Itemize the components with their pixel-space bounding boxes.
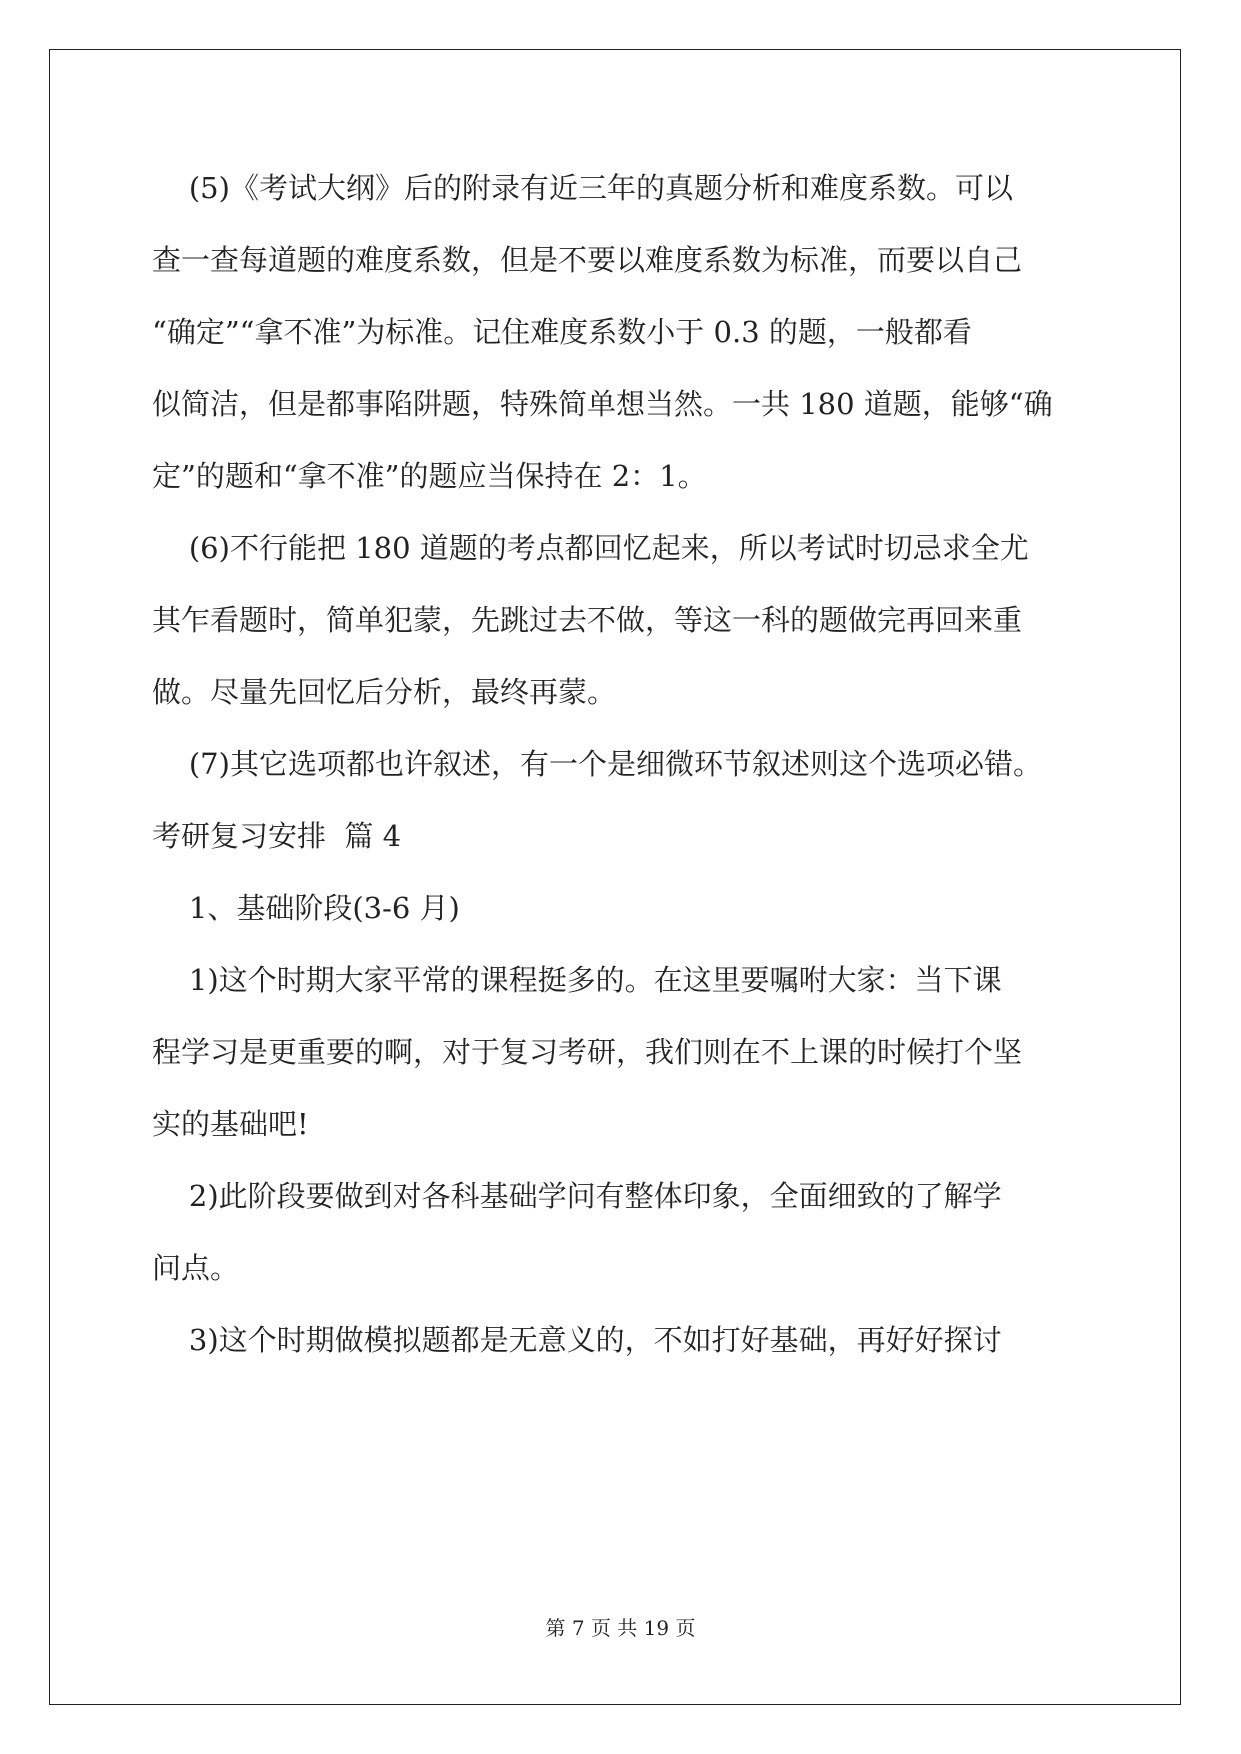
text-line: 1)这个时期大家平常的课程挺多的。在这里要嘱咐大家：当下课 <box>152 963 1002 997</box>
page-border <box>49 49 1181 1705</box>
text-line: 似简洁，但是都事陷阱题，特殊简单想当然。一共 180 道题，能够“确 <box>152 387 1053 421</box>
text-line: 1、基础阶段(3-6 月) <box>152 891 460 925</box>
text-line: 3)这个时期做模拟题都是无意义的，不如打好基础，再好好探讨 <box>152 1323 1002 1357</box>
text-line: (7)其它选项都也许叙述，有一个是细微环节叙述则这个选项必错。 <box>152 747 1042 781</box>
text-line: (5)《考试大纲》后的附录有近三年的真题分析和难度系数。可以 <box>152 171 1013 205</box>
page-footer: 第 7 页 共 19 页 <box>545 1616 696 1640</box>
text-line: 定”的题和“拿不准”的题应当保持在 2：1。 <box>152 459 707 493</box>
text-line: 问点。 <box>152 1251 240 1285</box>
text-line: 程学习是更重要的啊，对于复习考研，我们则在不上课的时候打个坚 <box>152 1035 1023 1069</box>
text-line: 其乍看题时，简单犯蒙，先跳过去不做，等这一科的题做完再回来重 <box>152 603 1023 637</box>
text-line: 2)此阶段要做到对各科基础学问有整体印象，全面细致的了解学 <box>152 1179 1002 1213</box>
section-heading: 考研复习安排 篇 4 <box>152 819 402 853</box>
text-line: (6)不行能把 180 道题的考点都回忆起来，所以考试时切忌求全尤 <box>152 531 1029 565</box>
text-line: “确定”“拿不准”为标准。记住难度系数小于 0.3 的题，一般都看 <box>152 315 972 349</box>
text-line: 做。尽量先回忆后分析，最终再蒙。 <box>152 675 617 709</box>
text-line: 查一查每道题的难度系数，但是不要以难度系数为标准，而要以自己 <box>152 243 1023 277</box>
text-line: 实的基础吧! <box>152 1107 309 1141</box>
